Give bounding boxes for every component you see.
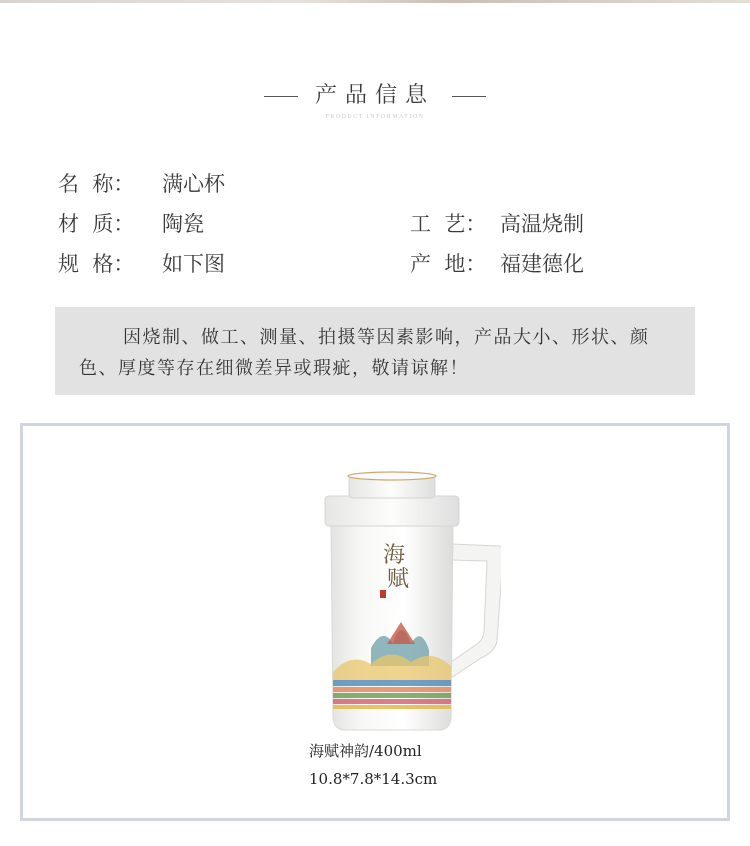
- section-title-text: 产品信息: [314, 83, 435, 108]
- product-image-frame: [20, 423, 730, 821]
- name-label: 名 称：: [58, 172, 135, 196]
- origin-value: 福建德化: [500, 252, 584, 276]
- svg-text:海: 海: [383, 543, 406, 568]
- section-subtitle: PRODUCT INFORMATION: [325, 114, 425, 120]
- section-title: [0, 78, 750, 109]
- craft-value: 高温烧制: [500, 212, 584, 236]
- origin-label: 产 地：: [410, 252, 487, 276]
- info-row-craft: [410, 208, 584, 238]
- name-value: 满心杯: [162, 172, 225, 196]
- info-row-material: [58, 208, 204, 238]
- mug-image: [301, 466, 501, 736]
- svg-text:赋: 赋: [387, 567, 410, 592]
- info-row-origin: [410, 248, 584, 278]
- top-decorative-strip: [0, 0, 750, 3]
- material-label: 材 质：: [58, 212, 135, 236]
- product-dimensions: 10.8*7.8*14.3cm: [309, 770, 438, 788]
- notice-box: [55, 307, 695, 395]
- notice-text: 因烧制、做工、测量、拍摄等因素影响，产品大小、形状、颜色、厚度等存在细微差异或瑕疵，敬请谅解！: [79, 327, 650, 379]
- info-row-spec: [58, 248, 225, 278]
- product-name-capacity: 海赋神韵/400ml: [309, 742, 422, 760]
- title-right-dash: [452, 96, 486, 97]
- material-value: 陶瓷: [162, 212, 204, 236]
- info-row-name: [58, 168, 225, 198]
- craft-label: 工 艺：: [410, 212, 487, 236]
- title-left-dash: [264, 96, 298, 97]
- spec-value: 如下图: [162, 252, 225, 276]
- spec-label: 规 格：: [58, 252, 135, 276]
